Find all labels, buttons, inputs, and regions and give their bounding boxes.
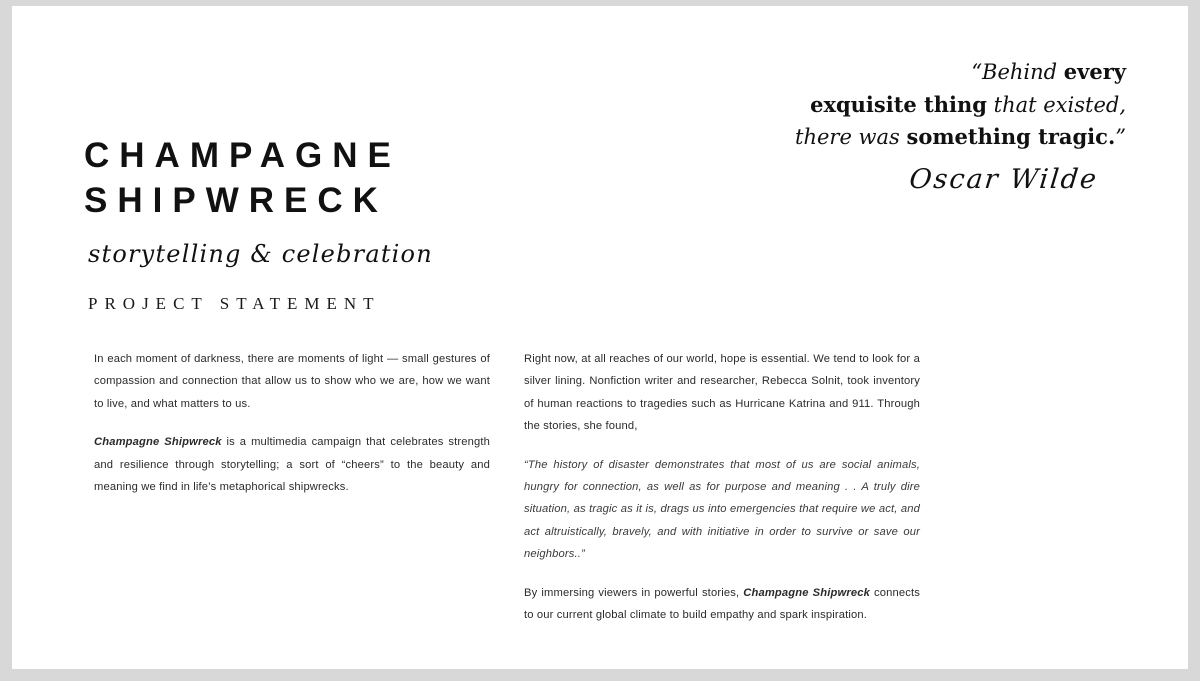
- right-column: [524, 348, 920, 642]
- quote-line-2-text: that existed,: [986, 92, 1126, 117]
- paragraph-text: Right now, at all reaches of our world, hope is essential. We tend to look for a silver lining. Nonfiction writer and researcher, Rebecca Solnit, took inventory of human reactions to tragedies such as Hurricane Katrina and 911. Through the stories, she found,: [524, 353, 920, 433]
- quote-attribution: Oscar Wilde: [907, 163, 1100, 195]
- left-column: [94, 348, 490, 642]
- body-columns: [94, 348, 1104, 642]
- quote-line-3-close: ”: [1115, 125, 1126, 149]
- paragraph-text: is a multimedia campaign that celebrates strength and resilience through storytelling; a sort of “cheers” to the beauty and meaning we find in life’s metaphorical shipwrecks.: [94, 436, 490, 494]
- quote-line-3: [706, 121, 1126, 154]
- quote-line-3-text: there was: [795, 125, 907, 149]
- masthead: [84, 134, 504, 268]
- pull-quote: [706, 56, 1126, 195]
- block-quote: [524, 454, 920, 566]
- brand-tagline: storytelling & celebration: [88, 239, 433, 268]
- quote-line-3-emphasis: something tragic.: [906, 124, 1116, 149]
- paragraph: [94, 348, 490, 415]
- quote-line-1-open: “Behind: [971, 60, 1064, 84]
- block-quote-text: “The history of disaster demonstrates that most of us are social animals, hungry for connection, as well as for purpose and meaning . . A truly dire situation, as tragic as it is, drags us into emergencies that require we act, and act altruistically, bravely, and with initiative in order to survive or save our neighbors..”: [524, 458, 920, 561]
- quote-line-1: [706, 56, 1126, 89]
- paragraph-text-after: connects to our current global climate to build empathy and spark inspiration.: [524, 586, 920, 622]
- slide-page: [12, 6, 1188, 669]
- paragraph-text: In each moment of darkness, there are moments of light — small gestures of compassion and connection that allow us to show who we are, how we want to live, and what matters to us.: [94, 353, 490, 410]
- paragraph: [94, 431, 490, 498]
- paragraph-text-before: By immersing viewers in powerful stories,: [524, 586, 744, 599]
- page-title: PROJECT STATEMENT: [88, 294, 381, 313]
- quote-line-1-emphasis: every: [1063, 59, 1126, 84]
- paragraph-emphasis: Champagne Shipwreck: [743, 586, 870, 599]
- quote-line-2: [706, 89, 1126, 122]
- quote-line-2-emphasis: exquisite thing: [810, 91, 987, 117]
- brand-title-line-2: SHIPWRECK: [84, 180, 388, 220]
- paragraph: [524, 348, 920, 438]
- paragraph: [524, 582, 920, 627]
- brand-title-line-1: CHAMPAGNE: [84, 136, 401, 175]
- paragraph-emphasis: Champagne Shipwreck: [94, 436, 222, 449]
